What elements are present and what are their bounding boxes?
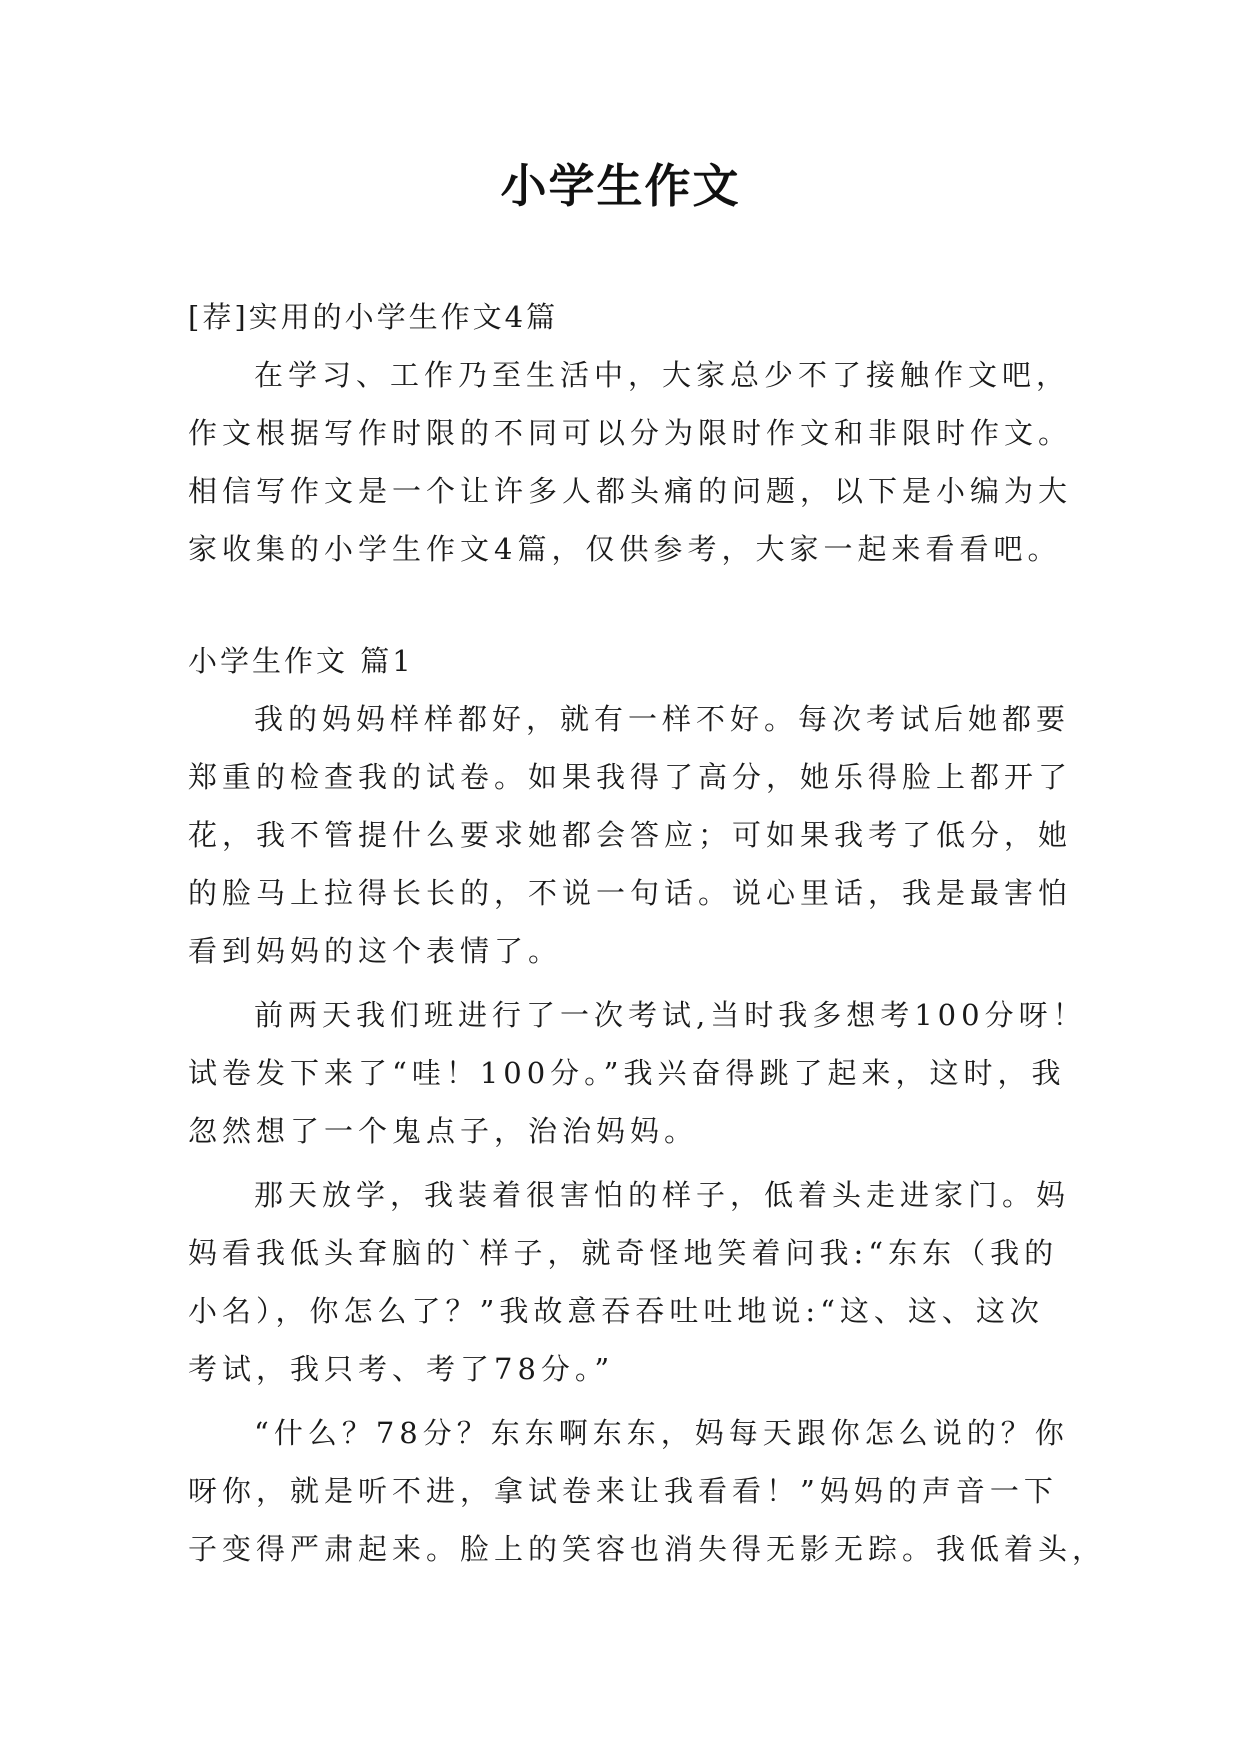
text-line: “什么？78分？东东啊东东，妈每天跟你怎么说的？你 xyxy=(254,1416,1069,1450)
intro-heading: [荐]实用的小学生作文4篇 xyxy=(188,300,559,334)
text-line: 考试，我只考、考了78分。” xyxy=(188,1352,615,1386)
text-line: 前两天我们班进行了一次考试,当时我多想考100分呀！ xyxy=(254,998,1087,1032)
text-line: 呀你，就是听不进，拿试卷来让我看看！”妈妈的声音一下 xyxy=(188,1474,1058,1508)
text-line: 小名），你怎么了？”我故意吞吞吐吐地说:“这、这、这次 xyxy=(188,1294,1044,1328)
text-line: 的脸马上拉得长长的，不说一句话。说心里话，我是最害怕 xyxy=(188,876,1073,910)
text-line: 妈看我低头耷脑的`样子，就奇怪地笑着问我:“东东（我的 xyxy=(188,1236,1059,1270)
essay-paragraph xyxy=(188,1166,1071,1398)
text-line: 那天放学，我装着很害怕的样子，低着头走进家门。妈 xyxy=(254,1178,1071,1212)
text-line: 郑重的检查我的试卷。如果我得了高分，她乐得脸上都开了 xyxy=(188,760,1073,794)
text-line: 相信写作文是一个让许多人都头痛的问题，以下是小编为大 xyxy=(188,474,1073,508)
text-line: 作文根据写作时限的不同可以分为限时作文和非限时作文。 xyxy=(188,416,1073,450)
intro-paragraph xyxy=(188,346,1073,578)
essay-paragraph xyxy=(188,690,1073,980)
page-title: 小学生作文 xyxy=(500,159,741,213)
text-line: 我的妈妈样样都好，就有一样不好。每次考试后她都要 xyxy=(254,702,1071,736)
text-line: 花，我不管提什么要求她都会答应；可如果我考了低分，她 xyxy=(188,818,1073,852)
spacer xyxy=(188,578,1068,632)
section-heading: 小学生作文 篇1 xyxy=(188,644,414,678)
essay-paragraph xyxy=(188,1404,1107,1578)
text-line: 试卷发下来了“哇！100分。”我兴奋得跳了起来，这时，我 xyxy=(188,1056,1066,1090)
text-line: 看到妈妈的这个表情了。 xyxy=(188,934,563,968)
text-line: 子变得严肃起来。脸上的笑容也消失得无影无踪。我低着头， xyxy=(188,1532,1107,1566)
essay-paragraph xyxy=(188,986,1087,1160)
text-line: 忽然想了一个鬼点子，治治妈妈。 xyxy=(188,1114,699,1148)
document-body xyxy=(188,288,1107,1584)
text-line: 在学习、工作乃至生活中，大家总少不了接触作文吧， xyxy=(254,358,1071,392)
text-line: 家收集的小学生作文4篇，仅供参考，大家一起来看看吧。 xyxy=(188,532,1062,566)
